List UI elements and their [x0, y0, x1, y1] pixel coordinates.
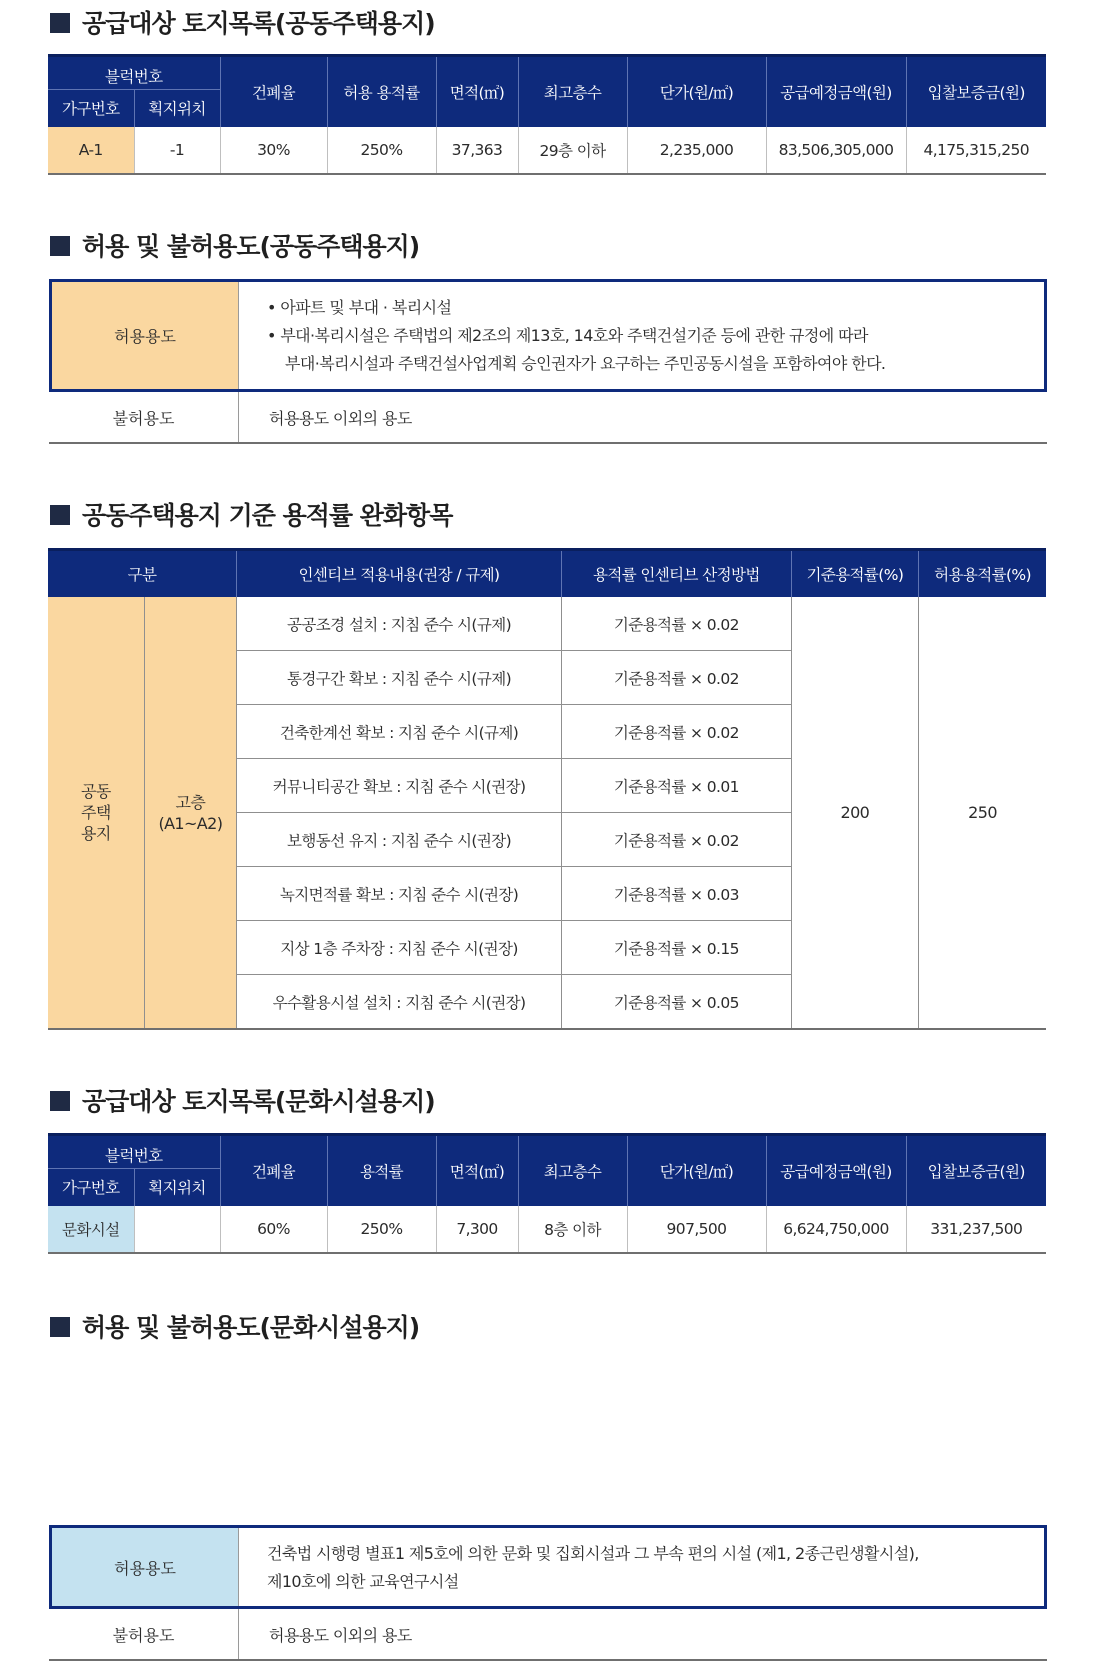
calc-method: 기준용적률 × 0.02: [562, 651, 792, 705]
header-category: 구분: [48, 550, 237, 598]
header-far: 용적률: [327, 1135, 436, 1206]
header-coverage: 건폐율: [220, 56, 327, 127]
supply-list-housing-table: [48, 54, 1046, 175]
header-supply-price: 공급예정금액(원): [766, 56, 906, 127]
banned-use-row: [49, 392, 1047, 444]
cell-area: 7,300: [436, 1206, 518, 1253]
header-area: 면적(㎡): [436, 56, 518, 127]
banned-use-label: 불허용도: [49, 392, 239, 442]
cell-floors: 8층 이하: [518, 1206, 627, 1253]
header-sub-lot: 획지위치: [134, 90, 220, 127]
square-bullet-icon: [50, 1091, 70, 1111]
header-base-far: 기준용적률(%): [791, 550, 918, 598]
cell-sub-lot: [134, 1206, 220, 1253]
header-lot: 가구번호: [48, 1169, 134, 1206]
cell-area: 37,363: [436, 127, 518, 174]
far-incentive-table: [48, 548, 1046, 1030]
calc-method: 기준용적률 × 0.02: [562, 597, 792, 651]
header-coverage: 건폐율: [220, 1135, 327, 1206]
header-calc-method: 용적률 인센티브 산정방법: [562, 550, 792, 598]
allowed-far-value: 250: [919, 597, 1046, 1029]
uses-culture-table: [49, 1525, 1047, 1661]
calc-method: 기준용적률 × 0.03: [562, 867, 792, 921]
supply-list-culture-table: [48, 1133, 1046, 1254]
header-allowed-far: 허용용적률(%): [919, 550, 1046, 598]
allowed-use-content: 건축법 시행령 별표1 제5호에 의한 문화 및 집회시설과 그 부속 편의 시설 (제1, 2종근린생활시설), 제10호에 의한 교육연구시설: [267, 1544, 919, 1591]
table-row: [48, 1206, 1046, 1253]
cell-coverage: 30%: [220, 127, 327, 174]
square-bullet-icon: [50, 505, 70, 525]
header-incentive-content: 인센티브 적용내용(권장 / 규제): [237, 550, 562, 598]
calc-method: 기준용적률 × 0.02: [562, 813, 792, 867]
allowed-use-content: • 아파트 및 부대 · 복리시설 • 부대·복리시설은 주택법의 제2조의 제13호, 14호와 주택건설기준 등에 관한 규정에 따라 부대·복리시설과 주택건설사업계획 승인권자가 요구하는 주민공동시설을 포함하여야 한다.: [267, 298, 886, 373]
incentive-content: 보행동선 유지 : 지침 준수 시(권장): [237, 813, 562, 867]
incentive-content: 공공조경 설치 : 지침 준수 시(규제): [237, 597, 562, 651]
header-floors: 최고층수: [518, 1135, 627, 1206]
cell-supply-price: 83,506,305,000: [766, 127, 906, 174]
cell-deposit: 331,237,500: [906, 1206, 1046, 1253]
calc-method: 기준용적률 × 0.02: [562, 705, 792, 759]
cell-floors: 29층 이하: [518, 127, 627, 174]
header-block-number: 블럭번호: [48, 1135, 220, 1169]
category-cell: 공동 주택 용지: [48, 597, 144, 1029]
cell-lot: A-1: [48, 127, 134, 174]
incentive-content: 우수활용시설 설치 : 지침 준수 시(권장): [237, 975, 562, 1030]
header-supply-price: 공급예정금액(원): [766, 1135, 906, 1206]
section-title-supply-housing: 공급대상 토지목록(공동주택용지): [50, 2, 435, 42]
banned-use-row: [49, 1609, 1047, 1661]
incentive-content: 통경구간 확보 : 지침 준수 시(규제): [237, 651, 562, 705]
cell-sub-lot: -1: [134, 127, 220, 174]
cell-unit-price: 907,500: [627, 1206, 766, 1253]
incentive-content: 지상 1층 주차장 : 지침 준수 시(권장): [237, 921, 562, 975]
base-far-value: 200: [791, 597, 918, 1029]
allowed-use-label: 허용용도: [52, 1528, 239, 1606]
allowed-use-label: 허용용도: [52, 282, 239, 389]
uses-housing-table: [49, 279, 1047, 444]
section-title-supply-culture: 공급대상 토지목록(문화시설용지): [50, 1080, 435, 1120]
section-title-far-incentive: 공동주택용지 기준 용적률 완화항목: [50, 494, 452, 534]
cell-lot: 문화시설: [48, 1206, 134, 1253]
banned-use-content: 허용용도 이외의 용도: [269, 408, 412, 428]
table-row: [48, 597, 1046, 651]
cell-coverage: 60%: [220, 1206, 327, 1253]
header-deposit: 입찰보증금(원): [906, 56, 1046, 127]
header-deposit: 입찰보증금(원): [906, 1135, 1046, 1206]
sub-category-cell: 고층 (A1~A2): [144, 597, 236, 1029]
square-bullet-icon: [50, 236, 70, 256]
incentive-content: 건축한계선 확보 : 지침 준수 시(규제): [237, 705, 562, 759]
allowed-use-row: [49, 1525, 1047, 1609]
cell-unit-price: 2,235,000: [627, 127, 766, 174]
header-unit-price: 단가(원/㎡): [627, 1135, 766, 1206]
square-bullet-icon: [50, 13, 70, 33]
incentive-content: 커뮤니티공간 확보 : 지침 준수 시(권장): [237, 759, 562, 813]
header-unit-price: 단가(원/㎡): [627, 56, 766, 127]
cell-far: 250%: [327, 127, 436, 174]
header-sub-lot: 획지위치: [134, 1169, 220, 1206]
section-title-uses-culture: 허용 및 불허용도(문화시설용지): [50, 1306, 419, 1346]
header-floors: 최고층수: [518, 56, 627, 127]
header-lot: 가구번호: [48, 90, 134, 127]
cell-supply-price: 6,624,750,000: [766, 1206, 906, 1253]
calc-method: 기준용적률 × 0.01: [562, 759, 792, 813]
calc-method: 기준용적률 × 0.05: [562, 975, 792, 1030]
cell-far: 250%: [327, 1206, 436, 1253]
incentive-content: 녹지면적률 확보 : 지침 준수 시(권장): [237, 867, 562, 921]
header-far: 허용 용적률: [327, 56, 436, 127]
calc-method: 기준용적률 × 0.15: [562, 921, 792, 975]
header-block-number: 블럭번호: [48, 56, 220, 90]
cell-deposit: 4,175,315,250: [906, 127, 1046, 174]
header-area: 면적(㎡): [436, 1135, 518, 1206]
banned-use-label: 불허용도: [49, 1609, 239, 1659]
section-title-uses-housing: 허용 및 불허용도(공동주택용지): [50, 225, 419, 265]
banned-use-content: 허용용도 이외의 용도: [269, 1625, 412, 1645]
allowed-use-row: [49, 279, 1047, 392]
table-row: [48, 127, 1046, 174]
square-bullet-icon: [50, 1317, 70, 1337]
